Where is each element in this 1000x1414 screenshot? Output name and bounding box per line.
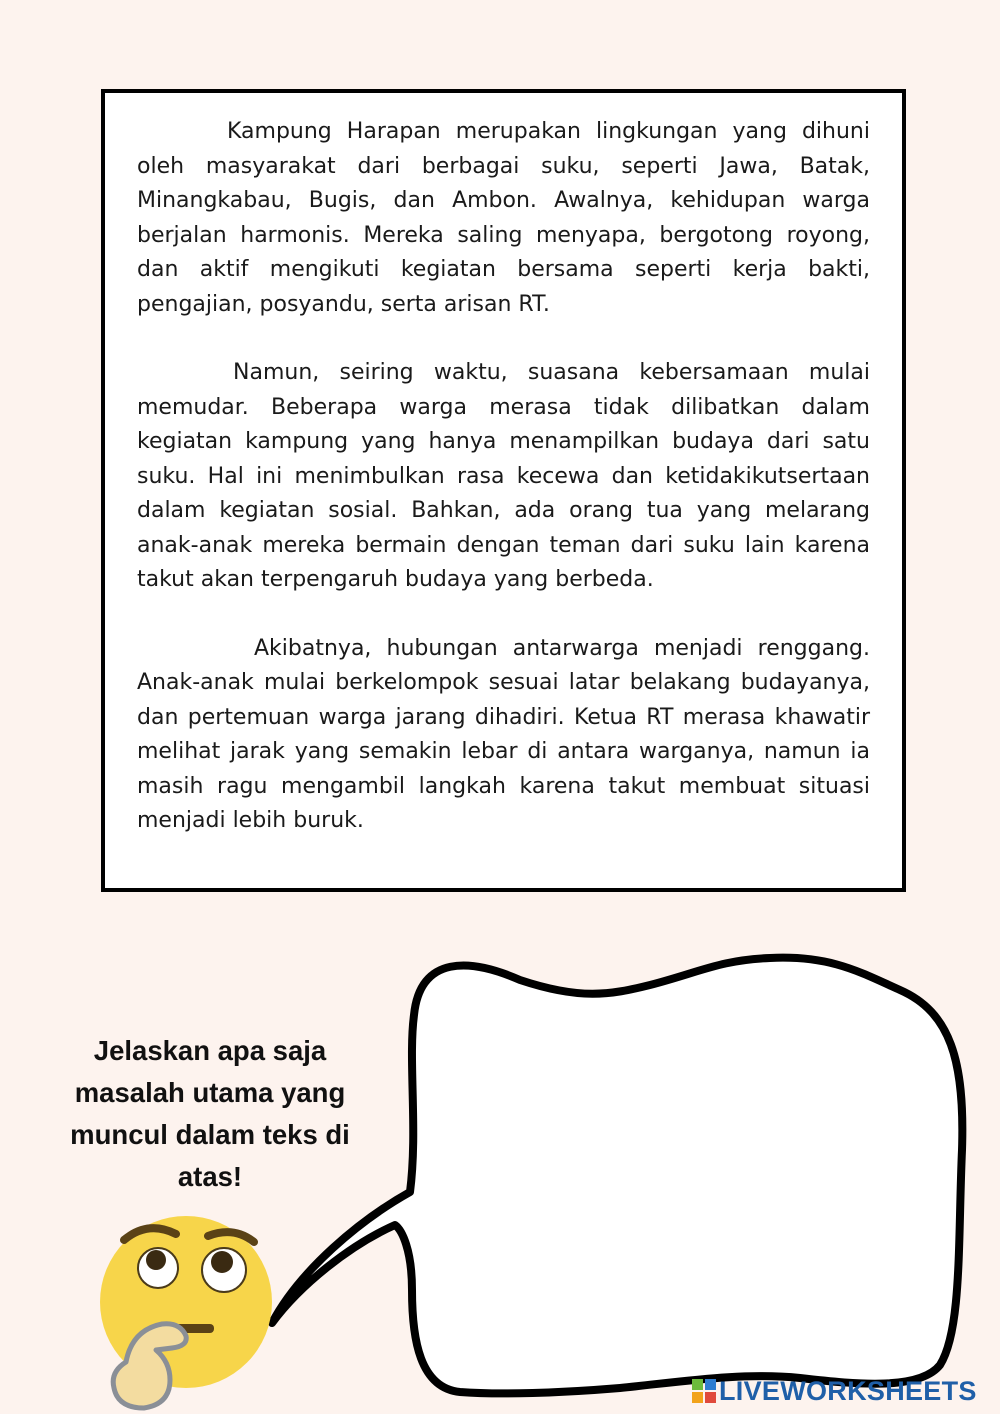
story-paragraph-2: Namun, seiring waktu, suasana kebersamaan mulai memudar. Beberapa warga merasa tidak dilibatkan dalam kegiatan kampung yang hanya menampilkan budaya dari satu suku. Hal ini menimbulkan rasa kecewa dan ketidakikutsertaan dalam kegiatan sosial. Bahkan, ada orang tua yang melarang anak-anak mereka bermain dengan teman dari suku lain karena takut akan terpengaruh budaya yang berbeda. [137, 360, 870, 592]
question-prompt: Jelaskan apa saja masalah utama yang muncul dalam teks di atas! [70, 1035, 350, 1192]
brand-name: LIVEWORKSHEETS [719, 1375, 977, 1406]
answer-area[interactable] [440, 1020, 940, 1360]
liveworksheets-logo-icon [692, 1379, 716, 1403]
brand-watermark [692, 1374, 977, 1408]
story-paragraph-1: Kampung Harapan merupakan lingkungan yang dihuni oleh masyarakat dari berbagai suku, seperti Jawa, Batak, Minangkabau, Bugis, dan Ambon. Awalnya, kehidupan warga berjalan harmonis. Mereka saling menyapa, bergotong royong, dan aktif mengikuti kegiatan bersama seperti kerja bakti, pengajian, posyandu, serta arisan RT. [137, 119, 870, 317]
thinking-face-icon [96, 1212, 286, 1412]
story-paragraph-3: Akibatnya, hubungan antarwarga menjadi renggang. Anak-anak mulai berkelompok sesuai latar belakang budayanya, dan pertemuan warga jarang dihadiri. Ketua RT merasa khawatir melihat jarak yang semakin lebar di antara warganya, namun ia masih ragu mengambil langkah karena takut membuat situasi menjadi lebih buruk. [137, 635, 870, 833]
